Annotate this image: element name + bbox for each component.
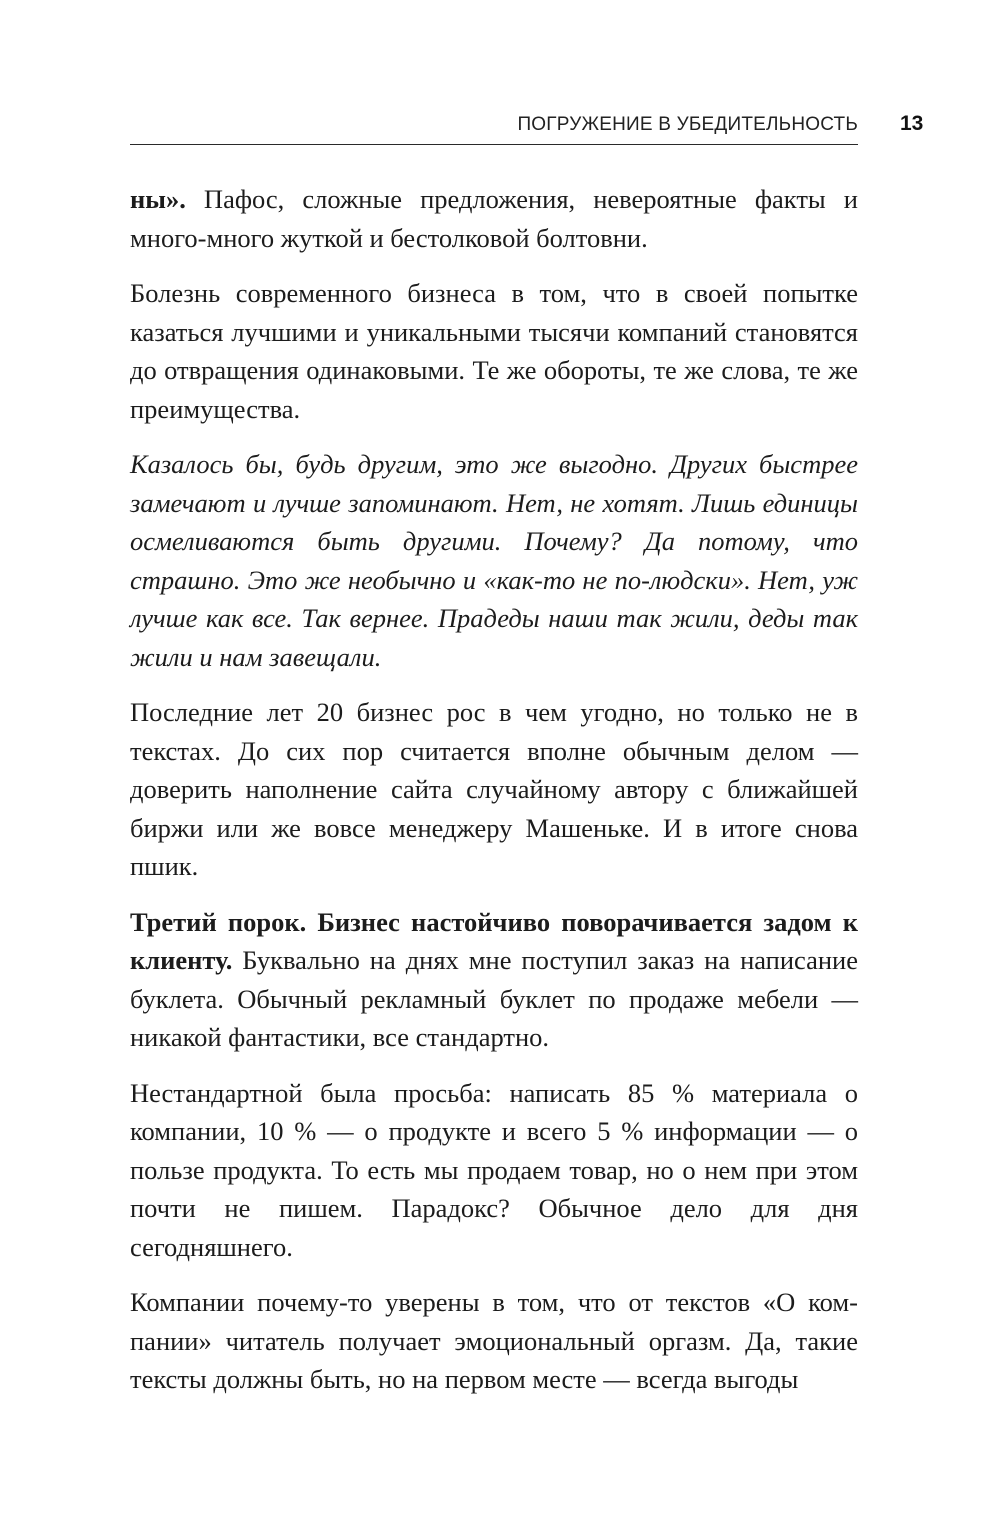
- bold-lead-5: Третий порок. Бизнес настойчиво поворачивается задом к клиенту.: [130, 906, 858, 975]
- paragraph-2: [130, 274, 858, 428]
- running-title: ПОГРУЖЕНИЕ В УБЕДИТЕЛЬНОСТЬ: [517, 114, 858, 135]
- body-text: [130, 180, 858, 1416]
- paragraph-7: [130, 1283, 858, 1399]
- paragraph-6: [130, 1074, 858, 1267]
- paragraph-5: [130, 903, 858, 1057]
- page-number: 13: [900, 112, 924, 135]
- paragraph-4: [130, 693, 858, 886]
- paragraph-1: [130, 180, 858, 257]
- paragraph-3-text: Казалось бы, будь другим, это же выгодно. Других быстрее замечают и лучше запоминают. Нет, не хотят. Лишь единицы осмеливаются быть другими. Почему? Да потому, что страшно. Это же необычно и «как-то не по-людски». Нет, уж лучше как все. Так вернее. Прадеды наши так жили, деды так жили и нам завещали.: [130, 449, 858, 672]
- running-header: [130, 112, 858, 145]
- paragraph-4-text: Последние лет 20 бизнес рос в чем угодно, но только не в текстах. До сих пор считается вполне обычным делом — доверить наполнение сайта случайному автору с ближайшей биржи или же вовсе менеджеру Машеньке. И в итоге снова пшик.: [130, 697, 858, 881]
- paragraph-5-text: Буквально на днях мне поступил заказ на написание буклета. Обычный рекламный буклет по продаже мебели — никакой фантастики, все стандартно.: [130, 945, 858, 1052]
- paragraph-3-italic: [130, 445, 858, 676]
- paragraph-2-text: Болезнь современного бизнеса в том, что в своей попытке казаться лучшими и уникальными тысячи компаний становятся до отвращения одинаковыми. Те же обороты, те же слова, те же преимущества.: [130, 278, 858, 424]
- paragraph-1-text: Пафос, сложные предложения, невероятные факты и много-много жуткой и бестолковой болтовни.: [130, 184, 858, 253]
- paragraph-6-text: Нестандартной была просьба: написать 85 % материала о компании, 10 % — о продукте и всего 5 % информации — о пользе продукта. То есть мы продаем товар, но о нем при этом почти не пишем. Парадокс? Обычное дело для дня сегодняшнего.: [130, 1077, 858, 1262]
- paragraph-7-text: Компании почему-то уверены в том, что от текстов «О компании» читатель получает эмоциональный оргазм. Да, такие тексты должны быть, но на первом месте — всегда выгоды: [130, 1287, 858, 1394]
- bold-lead-1: ны».: [130, 184, 186, 214]
